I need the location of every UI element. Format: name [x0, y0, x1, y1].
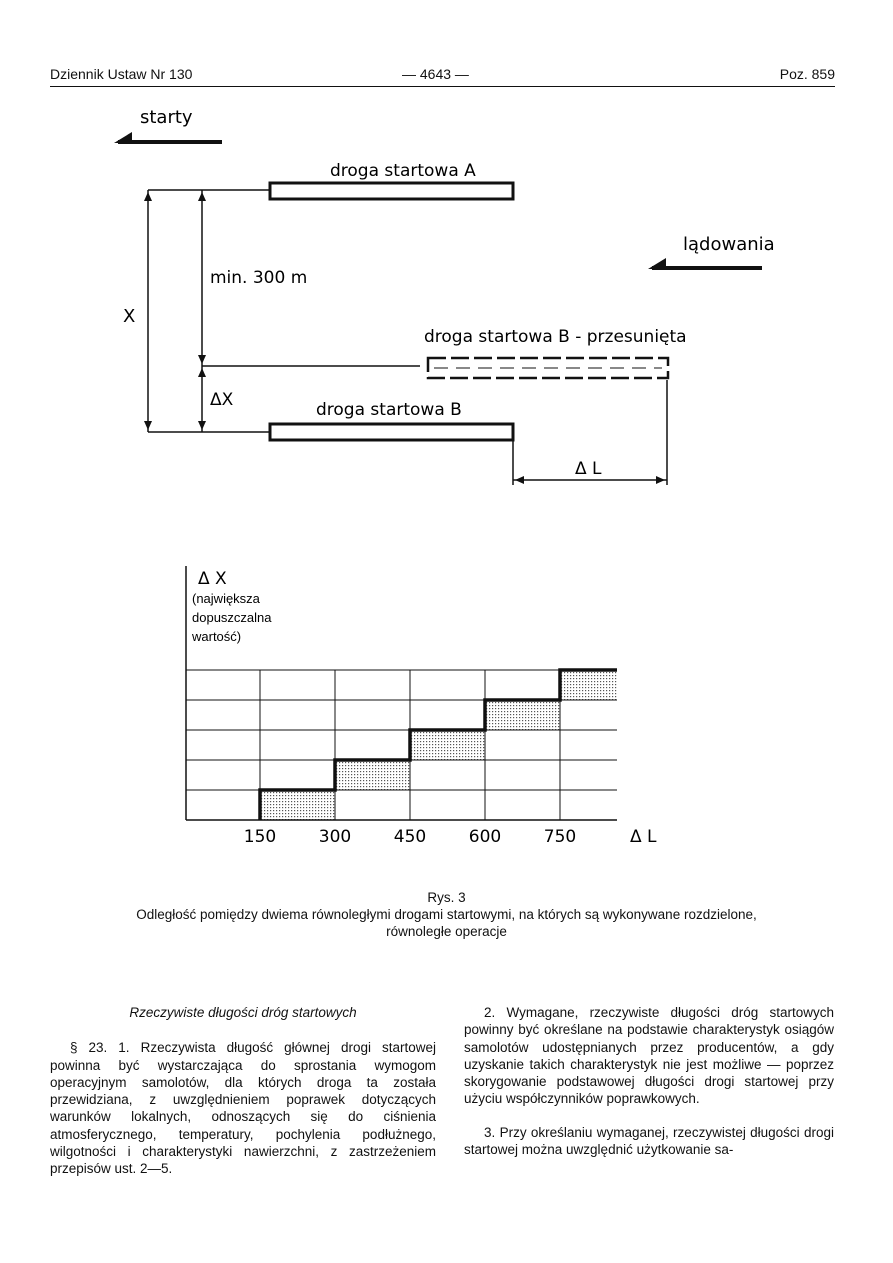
- runway-a-label: droga startowa A: [330, 161, 476, 181]
- chart-y-note-2: dopuszczalna: [192, 610, 272, 625]
- caption-line-1: Odległość pomiędzy dwiema równoległymi drogami startowymi, na których są wykonywane rozdzielone,: [136, 907, 757, 922]
- paragraph-23-3: 3. Przy określaniu wymaganej, rzeczywistej długości drogi startowej można uwzględnić użytkowanie sa-: [464, 1124, 834, 1158]
- left-column: [50, 1004, 436, 1178]
- step-cell: [410, 730, 485, 760]
- delta-x-label: ΔX: [210, 390, 234, 410]
- runway-b: [270, 424, 513, 440]
- paragraph-23-1: § 23. 1. Rzeczywista długość głównej drogi startowej powinna być wystarczająca do sprostania wymogom operacyjnym samolotów, dla których droga ta została przewidziana, z uwzględnieniem poprawek dotyczących warunków lokalnych, odnoszących się do ciśnienia atmosferycznego, temperatury, pochylenia podłużnego, wilgotności i charakterystyki nawierzchni, z zastrzeżeniem przepisów ust. 2—5.: [50, 1040, 436, 1177]
- step-cell: [335, 760, 410, 790]
- paragraph-23-2: 2. Wymagane, rzeczywiste długości dróg startowych powinny być określane na podstawie charakterystyk osiągów samolotów udostępnianych przez producentów, a gdy uzyskanie takich charakterystyk nie jest możliwe — poprzez skorygowanie podstawowej długości drogi startowej przy użyciu współczynników poprawkowych.: [464, 1005, 834, 1107]
- runway-a: [270, 183, 513, 199]
- page-number: — 4643 —: [402, 66, 469, 82]
- step-cell: [485, 700, 560, 730]
- position-number: Poz. 859: [779, 66, 835, 82]
- caption-line-2: równoległe operacje: [386, 924, 507, 939]
- x-tick-label: 600: [468, 827, 502, 847]
- figure-caption: [40, 889, 853, 940]
- x-tick-label: 150: [243, 827, 277, 847]
- x-tick-label: 450: [393, 827, 427, 847]
- right-column: [464, 1004, 834, 1158]
- chart-y-title: Δ X: [198, 569, 227, 589]
- landing-arrow-icon: [648, 258, 762, 269]
- x-tick-label: 750: [543, 827, 577, 847]
- step-cell: [260, 790, 335, 820]
- step-chart: [186, 566, 657, 847]
- journal-title: Dziennik Ustaw Nr 130: [50, 66, 193, 82]
- runway-b-label: droga startowa B: [316, 400, 462, 420]
- runway-b-shifted-label: droga startowa B - przesunięta: [424, 327, 687, 347]
- landing-label: lądowania: [683, 234, 775, 255]
- takeoff-arrow-icon: [114, 132, 222, 143]
- figure-number: Rys. 3: [427, 890, 466, 905]
- chart-y-note-3: wartość): [192, 629, 242, 644]
- delta-l-label: Δ L: [575, 459, 602, 479]
- chart-x-label: Δ L: [630, 827, 657, 847]
- min-distance-label: min. 300 m: [210, 268, 308, 288]
- section-title: Rzeczywiste długości dróg startowych: [129, 1005, 357, 1020]
- x-distance-label: X: [123, 306, 136, 327]
- starty-label: starty: [140, 107, 193, 128]
- step-cell: [560, 670, 617, 700]
- chart-y-note-1: (największa: [192, 591, 260, 606]
- x-tick-label: 300: [318, 827, 352, 847]
